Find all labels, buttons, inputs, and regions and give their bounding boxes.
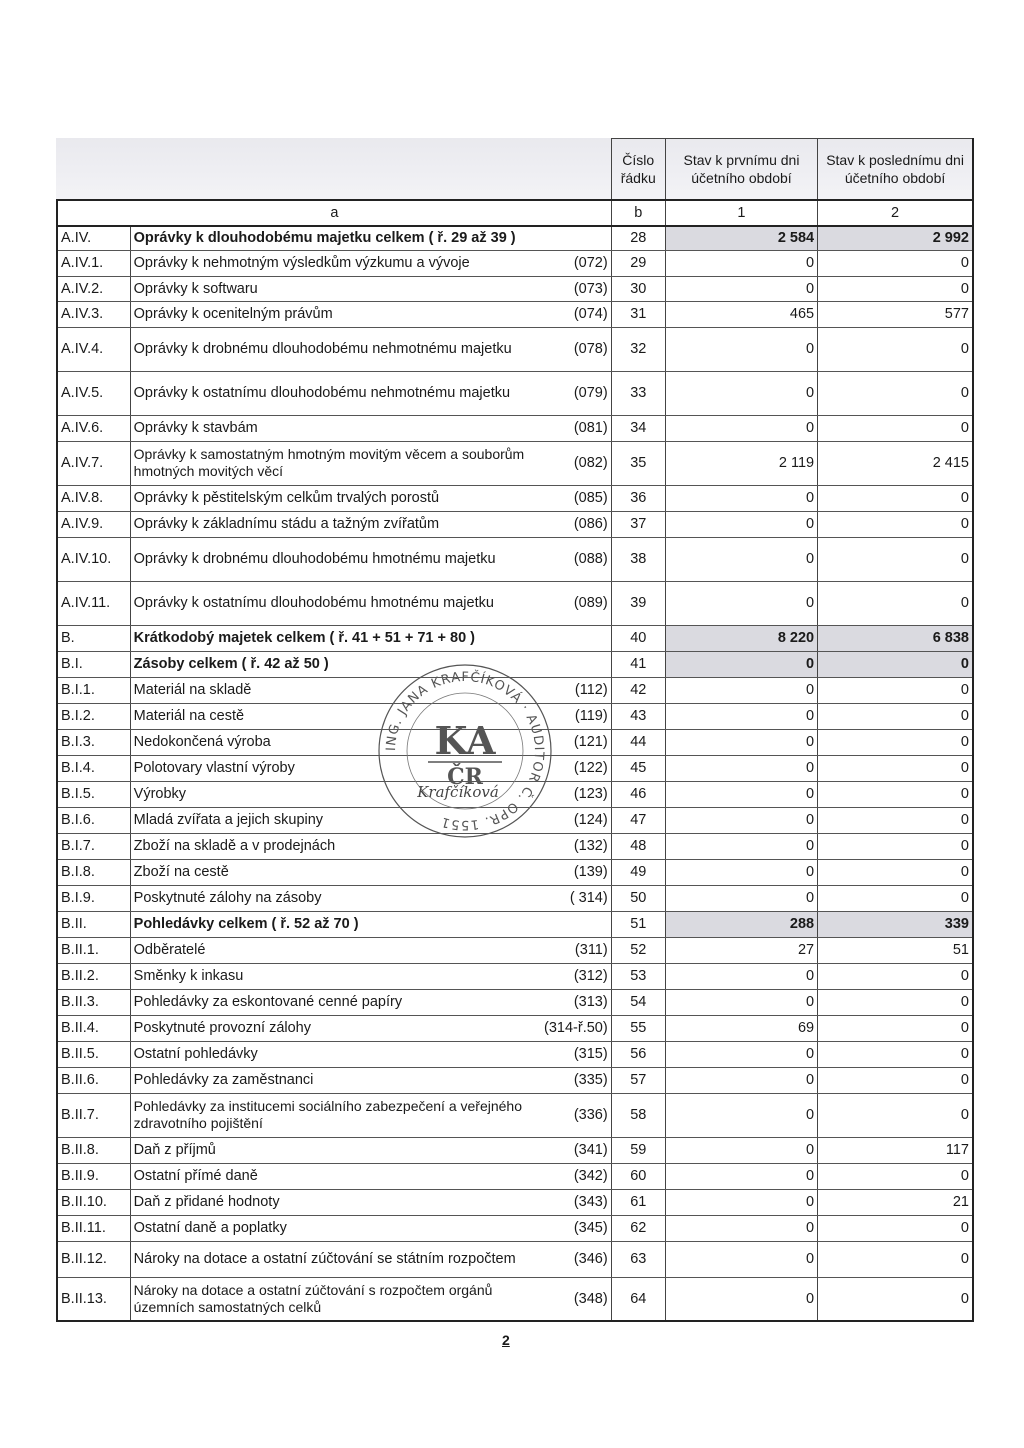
cell-row: 62 — [611, 1215, 665, 1241]
table-row — [57, 1093, 973, 1137]
table-row — [57, 937, 973, 963]
table-row — [57, 1189, 973, 1215]
table-row — [57, 911, 973, 937]
cell-acc: (089) — [539, 581, 611, 625]
cell-name: Daň z přidané hodnoty — [130, 1189, 539, 1215]
cell-v1: 0 — [665, 415, 817, 441]
cell-v2: 0 — [818, 859, 973, 885]
column-letter-b: b — [611, 200, 665, 226]
cell-v2: 51 — [818, 937, 973, 963]
cell-v2: 0 — [818, 511, 973, 537]
cell-name: Oprávky k ocenitelným právům — [130, 301, 539, 327]
table-row — [57, 371, 973, 415]
cell-v2: 577 — [818, 301, 973, 327]
table-row — [57, 885, 973, 911]
cell-v1: 0 — [665, 781, 817, 807]
cell-code: B.II. — [57, 911, 130, 937]
cell-v1: 0 — [665, 1215, 817, 1241]
cell-acc: (342) — [539, 1163, 611, 1189]
cell-code: B.I. — [57, 651, 130, 677]
cell-v1: 0 — [665, 885, 817, 911]
cell-acc: (086) — [539, 511, 611, 537]
cell-acc: (078) — [539, 327, 611, 371]
cell-row: 64 — [611, 1277, 665, 1321]
cell-v1: 0 — [665, 729, 817, 755]
cell-acc: (312) — [539, 963, 611, 989]
cell-v2: 0 — [818, 781, 973, 807]
cell-name: Oprávky k nehmotným výsledkům výzkumu a vývoje — [130, 250, 539, 276]
cell-v2: 0 — [818, 755, 973, 781]
cell-v2: 0 — [818, 415, 973, 441]
cell-name: Oprávky k základnímu stádu a tažným zvířatům — [130, 511, 539, 537]
cell-code: A.IV.7. — [57, 441, 130, 485]
cell-row: 47 — [611, 807, 665, 833]
cell-row: 61 — [611, 1189, 665, 1215]
cell-row: 42 — [611, 677, 665, 703]
cell-name: Nároky na dotace a ostatní zúčtování se státním rozpočtem — [130, 1241, 539, 1277]
cell-v2: 0 — [818, 1093, 973, 1137]
table-row — [57, 1215, 973, 1241]
cell-code: B.I.8. — [57, 859, 130, 885]
cell-acc: (346) — [539, 1241, 611, 1277]
cell-acc: (072) — [539, 250, 611, 276]
cell-v2: 0 — [818, 371, 973, 415]
cell-v1: 0 — [665, 807, 817, 833]
cell-acc: (124) — [539, 807, 611, 833]
cell-acc: (335) — [539, 1067, 611, 1093]
table-row — [57, 415, 973, 441]
cell-name: Pohledávky za institucemi sociálního zabezpečení a veřejného zdravotního pojištění — [130, 1093, 539, 1137]
cell-v2: 0 — [818, 485, 973, 511]
cell-code: B.II.6. — [57, 1067, 130, 1093]
cell-v1: 0 — [665, 833, 817, 859]
cell-name: Ostatní pohledávky — [130, 1041, 539, 1067]
cell-v2: 0 — [818, 537, 973, 581]
cell-acc: (311) — [539, 937, 611, 963]
cell-acc: (343) — [539, 1189, 611, 1215]
cell-name: Pohledávky celkem ( ř. 52 až 70 ) — [130, 911, 539, 937]
table-row — [57, 1137, 973, 1163]
cell-v1: 465 — [665, 301, 817, 327]
cell-code: B.I.3. — [57, 729, 130, 755]
cell-v2: 0 — [818, 1241, 973, 1277]
cell-code: B.I.2. — [57, 703, 130, 729]
table-row — [57, 441, 973, 485]
cell-row: 40 — [611, 625, 665, 651]
cell-row: 44 — [611, 729, 665, 755]
cell-name: Ostatní přímé daně — [130, 1163, 539, 1189]
cell-name: Oprávky k samostatným hmotným movitým věcem a souborům hmotných movitých věcí — [130, 441, 539, 485]
cell-acc: (085) — [539, 485, 611, 511]
cell-acc: (112) — [539, 677, 611, 703]
cell-v2: 0 — [818, 1067, 973, 1093]
cell-v1: 0 — [665, 1163, 817, 1189]
cell-name: Pohledávky za zaměstnanci — [130, 1067, 539, 1093]
cell-acc: (122) — [539, 755, 611, 781]
cell-code: B.I.7. — [57, 833, 130, 859]
cell-v2: 0 — [818, 1215, 973, 1241]
cell-name: Oprávky k ostatnímu dlouhodobému nehmotnému majetku — [130, 371, 539, 415]
cell-row: 35 — [611, 441, 665, 485]
cell-name: Zboží na skladě a v prodejnách — [130, 833, 539, 859]
cell-row: 36 — [611, 485, 665, 511]
cell-v1: 0 — [665, 1241, 817, 1277]
cell-acc: (315) — [539, 1041, 611, 1067]
cell-row: 51 — [611, 911, 665, 937]
cell-acc — [539, 625, 611, 651]
cell-v1: 0 — [665, 581, 817, 625]
cell-v1: 2 119 — [665, 441, 817, 485]
cell-v1: 0 — [665, 511, 817, 537]
cell-row: 50 — [611, 885, 665, 911]
cell-row: 45 — [611, 755, 665, 781]
cell-row: 33 — [611, 371, 665, 415]
cell-code: A.IV.2. — [57, 276, 130, 301]
cell-v1: 0 — [665, 677, 817, 703]
cell-v2: 0 — [818, 807, 973, 833]
cell-name: Zboží na cestě — [130, 859, 539, 885]
cell-code: B.II.7. — [57, 1093, 130, 1137]
cell-acc: (079) — [539, 371, 611, 415]
table-row — [57, 511, 973, 537]
cell-row: 29 — [611, 250, 665, 276]
table-row — [57, 1015, 973, 1041]
cell-name: Výrobky — [130, 781, 539, 807]
cell-acc: (074) — [539, 301, 611, 327]
column-letter-a: a — [57, 200, 611, 226]
cell-code: A.IV.5. — [57, 371, 130, 415]
cell-row: 48 — [611, 833, 665, 859]
cell-v2: 0 — [818, 729, 973, 755]
stamp-signature: Krafčíková — [417, 783, 499, 801]
cell-code: A.IV.9. — [57, 511, 130, 537]
table-row — [57, 989, 973, 1015]
cell-code: B.I.5. — [57, 781, 130, 807]
cell-v1: 288 — [665, 911, 817, 937]
cell-v2: 0 — [818, 1015, 973, 1041]
column-number-2: 2 — [818, 200, 973, 226]
cell-row: 43 — [611, 703, 665, 729]
cell-v2: 0 — [818, 1041, 973, 1067]
cell-v1: 0 — [665, 327, 817, 371]
table-row — [57, 581, 973, 625]
cell-acc: (121) — [539, 729, 611, 755]
cell-code: B.II.4. — [57, 1015, 130, 1041]
cell-name: Nedokončená výroba — [130, 729, 539, 755]
cell-v1: 0 — [665, 537, 817, 581]
table-row — [57, 1241, 973, 1277]
cell-code: B.I.6. — [57, 807, 130, 833]
cell-code: B.II.11. — [57, 1215, 130, 1241]
cell-v1: 0 — [665, 1093, 817, 1137]
table-row — [57, 1163, 973, 1189]
cell-code: A.IV.8. — [57, 485, 130, 511]
cell-v1: 0 — [665, 485, 817, 511]
cell-row: 28 — [611, 226, 665, 250]
cell-code: A.IV.1. — [57, 250, 130, 276]
cell-name: Směnky k inkasu — [130, 963, 539, 989]
cell-row: 56 — [611, 1041, 665, 1067]
cell-v2: 0 — [818, 1277, 973, 1321]
cell-v1: 0 — [665, 989, 817, 1015]
cell-acc: (082) — [539, 441, 611, 485]
cell-acc: (088) — [539, 537, 611, 581]
cell-name: Poskytnuté provozní zálohy — [130, 1015, 539, 1041]
cell-v2: 0 — [818, 703, 973, 729]
cell-v2: 0 — [818, 276, 973, 301]
cell-v2: 0 — [818, 250, 973, 276]
cell-name: Pohledávky za eskontované cenné papíry — [130, 989, 539, 1015]
cell-row: 58 — [611, 1093, 665, 1137]
cell-name: Oprávky k softwaru — [130, 276, 539, 301]
cell-v1: 0 — [665, 859, 817, 885]
cell-v2: 6 838 — [818, 625, 973, 651]
cell-code: A.IV.6. — [57, 415, 130, 441]
cell-v1: 0 — [665, 1041, 817, 1067]
cell-name: Oprávky k ostatnímu dlouhodobému hmotnému majetku — [130, 581, 539, 625]
table-row — [57, 327, 973, 371]
cell-v1: 0 — [665, 651, 817, 677]
cell-v2: 2 992 — [818, 226, 973, 250]
cell-v1: 69 — [665, 1015, 817, 1041]
cell-code: B.II.5. — [57, 1041, 130, 1067]
cell-row: 49 — [611, 859, 665, 885]
cell-v1: 0 — [665, 1277, 817, 1321]
cell-name: Oprávky k drobnému dlouhodobému nehmotnému majetku — [130, 327, 539, 371]
cell-code: B.II.9. — [57, 1163, 130, 1189]
cell-acc: (132) — [539, 833, 611, 859]
cell-row: 39 — [611, 581, 665, 625]
cell-v2: 0 — [818, 327, 973, 371]
cell-acc: (073) — [539, 276, 611, 301]
cell-v1: 0 — [665, 276, 817, 301]
cell-v2: 0 — [818, 885, 973, 911]
cell-v1: 0 — [665, 963, 817, 989]
cell-row: 57 — [611, 1067, 665, 1093]
cell-row: 55 — [611, 1015, 665, 1041]
stamp-ring-text: ING. JANA KRAFČÍKOVÁ · AUDITOR Č. OPR. 1551 — [383, 669, 547, 833]
table-row — [57, 485, 973, 511]
cell-row: 46 — [611, 781, 665, 807]
cell-v2: 0 — [818, 989, 973, 1015]
cell-v2: 0 — [818, 963, 973, 989]
cell-v1: 0 — [665, 1067, 817, 1093]
cell-acc: (123) — [539, 781, 611, 807]
cell-v1: 0 — [665, 250, 817, 276]
table-row — [57, 625, 973, 651]
cell-v2: 0 — [818, 581, 973, 625]
cell-code: A.IV. — [57, 226, 130, 250]
stamp-center-top: KA — [434, 718, 496, 763]
cell-code: A.IV.4. — [57, 327, 130, 371]
cell-name: Ostatní daně a poplatky — [130, 1215, 539, 1241]
cell-name: Oprávky k dlouhodobému majetku celkem ( ř. 29 až 39 ) — [130, 226, 539, 250]
cell-row: 52 — [611, 937, 665, 963]
cell-v1: 0 — [665, 755, 817, 781]
table-row — [57, 1277, 973, 1321]
table-row — [57, 963, 973, 989]
stamp-center-bottom: ČR — [447, 764, 483, 790]
cell-row: 37 — [611, 511, 665, 537]
cell-row: 38 — [611, 537, 665, 581]
cell-v1: 0 — [665, 371, 817, 415]
cell-code: B. — [57, 625, 130, 651]
cell-row: 54 — [611, 989, 665, 1015]
cell-code: B.II.12. — [57, 1241, 130, 1277]
cell-v1: 0 — [665, 1137, 817, 1163]
cell-row: 53 — [611, 963, 665, 989]
cell-row: 32 — [611, 327, 665, 371]
cell-row: 59 — [611, 1137, 665, 1163]
cell-row: 60 — [611, 1163, 665, 1189]
cell-code: B.I.9. — [57, 885, 130, 911]
cell-v2: 0 — [818, 1163, 973, 1189]
cell-name: Krátkodobý majetek celkem ( ř. 41 + 51 + 71 + 80 ) — [130, 625, 539, 651]
cell-acc — [539, 226, 611, 250]
cell-acc: (119) — [539, 703, 611, 729]
table-row — [57, 1041, 973, 1067]
cell-name: Materiál na skladě — [130, 677, 539, 703]
cell-name: Mladá zvířata a jejich skupiny — [130, 807, 539, 833]
cell-code: B.I.1. — [57, 677, 130, 703]
cell-name: Polotovary vlastní výroby — [130, 755, 539, 781]
cell-acc: (336) — [539, 1093, 611, 1137]
cell-name: Poskytnuté zálohy na zásoby — [130, 885, 539, 911]
cell-acc: (313) — [539, 989, 611, 1015]
cell-name: Oprávky k pěstitelským celkům trvalých porostů — [130, 485, 539, 511]
cell-acc: (348) — [539, 1277, 611, 1321]
table-row — [57, 537, 973, 581]
cell-acc: (081) — [539, 415, 611, 441]
cell-name: Materiál na cestě — [130, 703, 539, 729]
cell-row: 31 — [611, 301, 665, 327]
cell-name: Oprávky k stavbám — [130, 415, 539, 441]
cell-v1: 27 — [665, 937, 817, 963]
column-number-1: 1 — [665, 200, 817, 226]
cell-code: A.IV.3. — [57, 301, 130, 327]
table-row — [57, 1067, 973, 1093]
cell-v2: 0 — [818, 677, 973, 703]
cell-v1: 0 — [665, 703, 817, 729]
cell-v1: 2 584 — [665, 226, 817, 250]
cell-row: 41 — [611, 651, 665, 677]
cell-code: B.I.4. — [57, 755, 130, 781]
cell-acc: (341) — [539, 1137, 611, 1163]
cell-row: 34 — [611, 415, 665, 441]
cell-v2: 117 — [818, 1137, 973, 1163]
cell-name: Odběratelé — [130, 937, 539, 963]
table-row — [57, 226, 973, 250]
cell-name: Zásoby celkem ( ř. 42 až 50 ) — [130, 651, 539, 677]
cell-v2: 339 — [818, 911, 973, 937]
auditor-stamp — [376, 662, 554, 840]
cell-acc — [539, 911, 611, 937]
cell-code: B.II.13. — [57, 1277, 130, 1321]
cell-row: 30 — [611, 276, 665, 301]
balance-sheet-page — [56, 138, 974, 1350]
cell-row: 63 — [611, 1241, 665, 1277]
cell-acc: (139) — [539, 859, 611, 885]
cell-acc: (345) — [539, 1215, 611, 1241]
header-row — [57, 139, 973, 201]
cell-v1: 8 220 — [665, 625, 817, 651]
page-number: 2 — [502, 1332, 510, 1348]
cell-v2: 2 415 — [818, 441, 973, 485]
column-letters-row — [57, 200, 973, 226]
cell-code: B.II.3. — [57, 989, 130, 1015]
table-row — [57, 250, 973, 276]
header-row-number: Číslo řádku — [611, 139, 665, 201]
cell-name: Nároky na dotace a ostatní zúčtování s rozpočtem orgánů územních samostatných celků — [130, 1277, 539, 1321]
cell-v2: 0 — [818, 651, 973, 677]
cell-v1: 0 — [665, 1189, 817, 1215]
cell-v2: 21 — [818, 1189, 973, 1215]
header-state-first-day: Stav k prvnímu dni účetního období — [665, 139, 817, 201]
cell-code: B.II.8. — [57, 1137, 130, 1163]
table-row — [57, 301, 973, 327]
cell-code: B.II.10. — [57, 1189, 130, 1215]
cell-code: B.II.2. — [57, 963, 130, 989]
cell-name: Daň z příjmů — [130, 1137, 539, 1163]
table-row — [57, 276, 973, 301]
cell-acc: (314-ř.50) — [539, 1015, 611, 1041]
cell-code: A.IV.11. — [57, 581, 130, 625]
cell-v2: 0 — [818, 833, 973, 859]
table-row — [57, 859, 973, 885]
cell-code: A.IV.10. — [57, 537, 130, 581]
cell-name: Oprávky k drobnému dlouhodobému hmotnému majetku — [130, 537, 539, 581]
header-state-last-day: Stav k poslednímu dni účetního období — [818, 139, 973, 201]
cell-code: B.II.1. — [57, 937, 130, 963]
cell-acc: ( 314) — [539, 885, 611, 911]
